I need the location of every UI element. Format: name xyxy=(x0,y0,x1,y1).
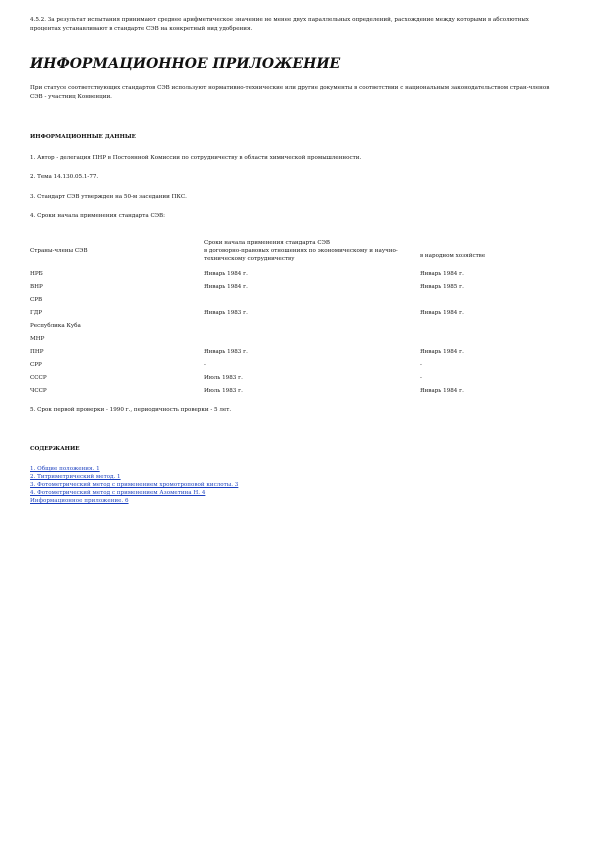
table-row-contract: Январь 1984 г. xyxy=(204,284,248,290)
table-row-contract: - xyxy=(204,362,206,368)
toc-heading: СОДЕРЖАНИЕ xyxy=(30,446,80,452)
table-row-country: МНР xyxy=(30,336,45,342)
info-item-2: 2. Тема 14.130.05.1-77. xyxy=(30,174,99,180)
table-row-country: ГДР xyxy=(30,310,43,316)
toc-link-annex[interactable]: Информационное приложение. 6 xyxy=(30,498,129,504)
toc-link-general[interactable]: 1. Общие положения. 1 xyxy=(30,466,100,472)
toc-link-azomethine[interactable]: 4. Фотометрический метод с применением Азометина Н. 4 xyxy=(30,490,206,496)
annex-paragraph: При статусе соответствующих стандартов СЭВ используют нормативно-технические или другие документы в соответствии с национальным законодательством стран-членов СЭВ - участниц Конвенции. xyxy=(30,85,550,100)
table-row-contract: Январь 1984 г. xyxy=(204,271,248,277)
info-item-4: 4. Сроки начала применения стандарта СЭВ: xyxy=(30,213,166,219)
table-row-country: СРВ xyxy=(30,297,43,303)
table-row-economy: - xyxy=(420,375,422,381)
table-row-contract: Январь 1983 г. xyxy=(204,310,248,316)
table-row-country: НРБ xyxy=(30,271,43,277)
table-row-country: СССР xyxy=(30,375,47,381)
info-heading: ИНФОРМАЦИОННЫЕ ДАННЫЕ xyxy=(30,134,136,140)
annex-title: ИНФОРМАЦИОННОЕ ПРИЛОЖЕНИЕ xyxy=(30,56,341,72)
table-row-economy: Январь 1984 г. xyxy=(420,310,464,316)
table-row-contract: Июль 1983 г. xyxy=(204,388,243,394)
table-row-country: ЧССР xyxy=(30,388,47,394)
table-row-economy: Январь 1984 г. xyxy=(420,388,464,394)
table-row-country: Республика Куба xyxy=(30,323,81,329)
toc-link-titrimetric[interactable]: 2. Титриметрический метод. 1 xyxy=(30,474,121,480)
info-item-5: 5. Срок первой проверки - 1990 г., периодичность проверки - 5 лет. xyxy=(30,407,232,413)
table-row-economy: Январь 1985 г. xyxy=(420,284,464,290)
col-economy-header: в народном хозяйстве xyxy=(420,253,486,259)
terms-table xyxy=(30,232,570,402)
table-row-economy: Январь 1984 г. xyxy=(420,271,464,277)
info-item-3: 3. Стандарт СЭВ утвержден на 50-м заседании ПКС. xyxy=(30,194,187,200)
table-row-contract: Июль 1983 г. xyxy=(204,375,243,381)
table-row-economy: - xyxy=(420,362,422,368)
toc-link-chromotropic[interactable]: 3. Фотометрический метод с применением хромотроповой кислоты. 3 xyxy=(30,482,239,488)
intro-paragraph: 4.5.2. За результат испытания принимают среднее арифметическое значение не менее двух параллельных определений, расхождение между которыми в абсолютных процентах устанавливают в стандарте СЭВ на конкретный вид удобрения. xyxy=(30,17,529,32)
info-item-1: 1. Автор - делегация ПНР в Постоянной Комиссии по сотрудничеству в области химической промышленности. xyxy=(30,155,362,161)
table-row-economy: Январь 1984 г. xyxy=(420,349,464,355)
table-of-contents xyxy=(30,465,238,505)
col-contract-header: в договорно-правовых отношениях по экономическому и научно-техническому сотрудничеству xyxy=(204,248,398,262)
table-row-country: ВНР xyxy=(30,284,43,290)
col-group-header: Сроки начала применения стандарта СЭВ xyxy=(204,240,331,246)
table-row-country: ПНР xyxy=(30,349,44,355)
table-row-contract: Январь 1983 г. xyxy=(204,349,248,355)
col-country-header: Страны-члены СЭВ xyxy=(30,248,88,254)
table-row-country: СРР xyxy=(30,362,42,368)
